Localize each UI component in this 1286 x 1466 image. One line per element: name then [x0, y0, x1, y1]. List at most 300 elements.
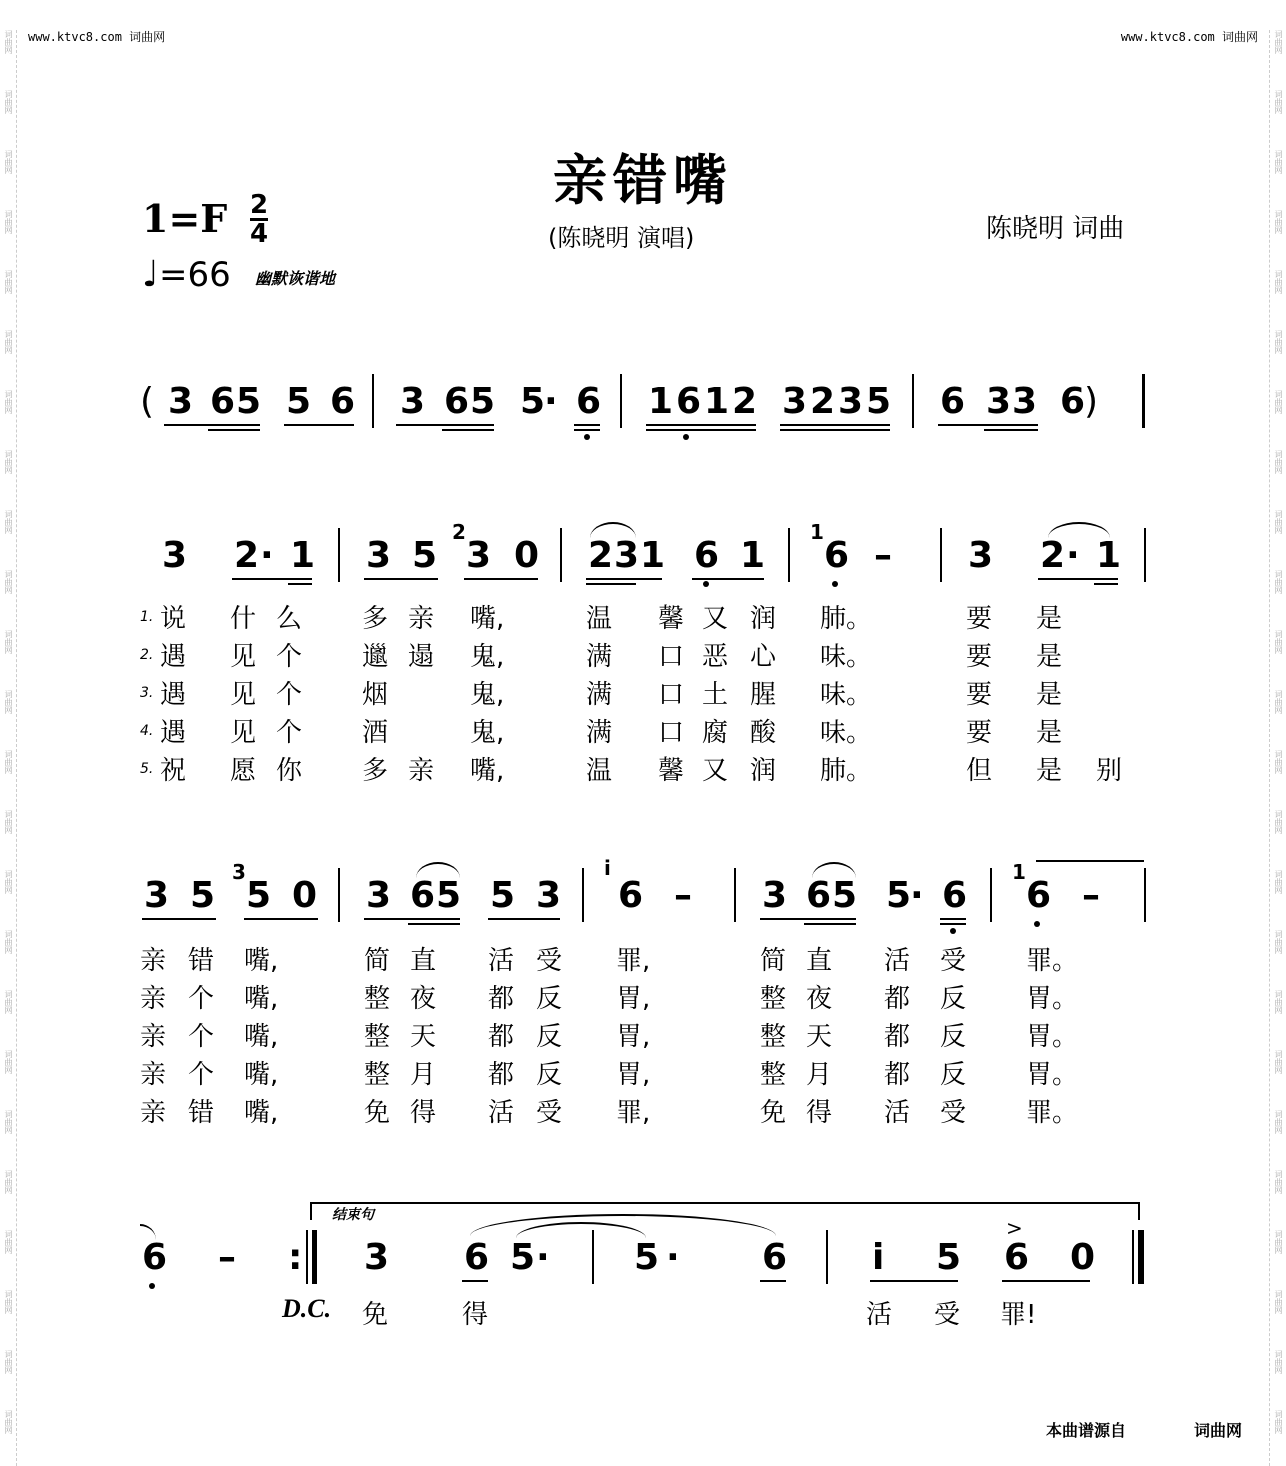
lyric-char: 嘴,	[244, 1022, 279, 1052]
barline	[582, 868, 584, 922]
note: 5	[412, 535, 438, 576]
barline	[560, 528, 562, 582]
note: 3	[466, 535, 492, 576]
note: 1	[740, 535, 766, 576]
grace-note: 3	[232, 860, 246, 884]
lyric-char: 都	[488, 1060, 515, 1090]
lyric-char: 罪,	[616, 946, 651, 976]
lyric-char: 嘴,	[244, 1060, 279, 1090]
tie-line	[1036, 860, 1144, 862]
side-watermark-text: 词曲网	[1274, 1350, 1283, 1374]
side-watermark-text: 词曲网	[1274, 510, 1283, 534]
lyric-char: 个	[188, 1060, 215, 1090]
note: 5	[832, 875, 858, 916]
grace-note: 1	[1012, 860, 1026, 884]
side-watermark-text: 词曲网	[4, 750, 13, 774]
side-watermark-text: 词曲网	[1274, 570, 1283, 594]
ending-label: 结束句	[332, 1207, 374, 1223]
lyric-char: 活	[488, 946, 515, 976]
lyric-char: 得	[806, 1098, 833, 1128]
note: 3	[1012, 381, 1038, 422]
note: 6	[410, 875, 436, 916]
side-watermark-text: 词曲网	[4, 210, 13, 234]
note: 6	[694, 535, 720, 576]
lyric-char: 都	[884, 1022, 911, 1052]
lyric-char: 天	[806, 1022, 833, 1052]
side-watermark-text: 词曲网	[1274, 1050, 1283, 1074]
lyric-char: 反	[536, 1060, 563, 1090]
lyric-char: 天	[410, 1022, 437, 1052]
lyric-char: 月	[410, 1060, 437, 1090]
lyric-char: 么	[276, 604, 303, 634]
note: 1	[1096, 535, 1122, 576]
lyric-char: 胃。	[1026, 1022, 1079, 1052]
lyric-char: 要	[966, 642, 993, 672]
side-watermark-text: 词曲网	[4, 570, 13, 594]
side-watermark-text: 词曲网	[1274, 1410, 1283, 1434]
lyric-char: 反	[940, 984, 967, 1014]
lyric-char: 整	[760, 1060, 787, 1090]
lyric-char: 但	[966, 756, 993, 786]
note-hold: –	[1082, 875, 1100, 916]
lyric-char: 什	[230, 604, 257, 634]
note: 6	[1004, 1237, 1030, 1278]
lyric-char: 酸	[750, 718, 777, 748]
line2-lyrics	[140, 940, 1150, 1130]
side-watermark-text: 词曲网	[1274, 390, 1283, 414]
lyric-char: 免	[760, 1098, 787, 1128]
lyric-char: 亲	[140, 1060, 167, 1090]
note: 0	[292, 875, 318, 916]
lyric-char: 鬼,	[470, 642, 505, 672]
lyric-char: 温	[586, 604, 613, 634]
lyric-char: 直	[410, 946, 437, 976]
quarter-note-icon: ♩	[142, 254, 159, 295]
lyric-char: 直	[806, 946, 833, 976]
lyric-char: 简	[760, 946, 787, 976]
note: 6	[464, 1237, 490, 1278]
lyric-char: 亲	[408, 756, 435, 786]
note-dot: ·	[260, 535, 274, 576]
lyric-char: 是	[1036, 718, 1063, 748]
lyric-char: 嘴,	[244, 1098, 279, 1128]
side-watermark-text: 词曲网	[4, 1230, 13, 1254]
side-watermark-text: 词曲网	[4, 1350, 13, 1374]
lyric-char: 鬼,	[470, 680, 505, 710]
side-watermark-text: 词曲网	[4, 390, 13, 414]
lyric-char: 又	[702, 604, 729, 634]
note: 2	[732, 381, 758, 422]
side-watermark-text: 词曲网	[1274, 870, 1283, 894]
lyric-char: 润	[750, 756, 777, 786]
barline	[912, 374, 914, 428]
verse-4: 4. 遇 见 个 酒 鬼, 满 口 腐 酸 味。 要 是	[140, 712, 153, 742]
note: 5	[866, 381, 892, 422]
barline	[788, 528, 790, 582]
note: 6	[940, 381, 966, 422]
lyric-char: 见	[230, 642, 257, 672]
note-dot: ·	[544, 381, 558, 422]
lyric-char: 口	[658, 680, 685, 710]
lyric-char: 罪,	[616, 1098, 651, 1128]
note-dot: ·	[910, 875, 924, 916]
time-signature	[250, 192, 268, 247]
lyric-char: 是	[1036, 642, 1063, 672]
note: 5	[520, 381, 546, 422]
lyric-char: 要	[966, 680, 993, 710]
lyric-char: 口	[658, 718, 685, 748]
paren-open: (	[140, 381, 155, 422]
lyric-char: 胃。	[1026, 984, 1079, 1014]
side-watermark-left	[0, 30, 17, 1466]
barline	[620, 374, 622, 428]
note: 3	[614, 535, 640, 576]
note: 2	[1040, 535, 1066, 576]
lyric-char: 亲	[140, 1098, 167, 1128]
barline	[1132, 1230, 1134, 1284]
lyric-char: 是	[1036, 756, 1063, 786]
paren-close: )	[1084, 381, 1099, 422]
side-watermark-text: 词曲网	[1274, 810, 1283, 834]
note: 6	[676, 381, 702, 422]
note: i	[872, 1237, 885, 1278]
note: 3	[782, 381, 808, 422]
tempo-value: =66	[158, 255, 231, 295]
side-watermark-text: 词曲网	[4, 870, 13, 894]
side-watermark-text: 词曲网	[4, 30, 13, 54]
note: 6	[210, 381, 236, 422]
note: 5	[190, 875, 216, 916]
lyric-char: 得	[410, 1098, 437, 1128]
lyric-char: 是	[1036, 680, 1063, 710]
verse-2: 2. 遇 见 个 邋 遢 鬼, 满 口 恶 心 味。 要 是	[140, 636, 153, 666]
lyric-char: 味。	[820, 718, 873, 748]
lyric-char: 口	[658, 642, 685, 672]
lyric-char: 嘴,	[244, 946, 279, 976]
lyric-char: 见	[230, 718, 257, 748]
accent-mark: >	[1006, 1216, 1023, 1240]
lyric-char: 要	[966, 718, 993, 748]
side-watermark-text: 词曲网	[4, 330, 13, 354]
lyric-char: 个	[276, 680, 303, 710]
lyric-char: 亲	[408, 604, 435, 634]
key-signature: 1=F	[142, 196, 228, 241]
grace-note: 1	[810, 520, 824, 544]
barline	[826, 1230, 828, 1284]
lyric-char: 遇	[160, 718, 187, 748]
lyric-char: 馨	[658, 604, 685, 634]
lyric-char: 馨	[658, 756, 685, 786]
lyric-char: 酒	[362, 718, 389, 748]
side-watermark-text: 词曲网	[4, 270, 13, 294]
side-watermark-text: 词曲网	[4, 1110, 13, 1134]
lyric-char: 简	[364, 946, 391, 976]
verse-3: 3. 遇 见 个 烟 鬼, 满 口 土 腥 味。 要 是	[140, 674, 153, 704]
note: 6	[942, 875, 968, 916]
lyric-char: 受	[940, 1098, 967, 1128]
side-watermark-text: 词曲网	[1274, 210, 1283, 234]
lyric-char: 胃,	[616, 1022, 651, 1052]
lyric-char: 说	[160, 604, 187, 634]
note: 2	[234, 535, 260, 576]
side-watermark-text: 词曲网	[4, 930, 13, 954]
lyric-char: 你	[276, 756, 303, 786]
lyric-char: 又	[702, 756, 729, 786]
lyric-char: 都	[488, 1022, 515, 1052]
lyric-char: 活	[884, 946, 911, 976]
lyric-char: 免	[364, 1098, 391, 1128]
lyric-char: 罪!	[1000, 1300, 1037, 1330]
lyric-char: 胃,	[616, 1060, 651, 1090]
dc-marking: D.C.	[282, 1294, 332, 1323]
time-sig-bottom: 4	[250, 219, 269, 249]
lyric-char: 反	[940, 1022, 967, 1052]
note: 6	[762, 1237, 788, 1278]
note: 3	[364, 1237, 390, 1278]
note: 5	[634, 1237, 660, 1278]
barline	[338, 528, 340, 582]
side-watermark-text: 词曲网	[4, 450, 13, 474]
lyric-char: 味。	[820, 642, 873, 672]
lyric-char: 满	[586, 680, 613, 710]
lyric-char: 烟	[362, 680, 389, 710]
lyric-char: 罪。	[1026, 946, 1079, 976]
lyric-char: 温	[586, 756, 613, 786]
barline	[306, 1230, 308, 1284]
lyric-char: 受	[536, 1098, 563, 1128]
side-watermark-text: 词曲网	[1274, 1290, 1283, 1314]
side-watermark-text: 词曲网	[1274, 1170, 1283, 1194]
lyric-char: 多	[362, 604, 389, 634]
lyric-char: 整	[364, 984, 391, 1014]
note-dot: ·	[666, 1237, 680, 1278]
lyric-char: 得	[462, 1300, 489, 1330]
verse-1: 1. 说 什 么 多 亲 嘴, 温 馨 又 润 肺。 要 是	[140, 598, 153, 628]
lyric-char: 都	[884, 1060, 911, 1090]
watermark-left: www.ktvc8.com 词曲网	[28, 30, 166, 44]
note: 6	[330, 381, 356, 422]
lyric-char: 别	[1096, 756, 1123, 786]
note: 3	[162, 535, 188, 576]
footer-site: 词曲网	[1194, 1421, 1243, 1440]
side-watermark-text: 词曲网	[4, 1170, 13, 1194]
lyric-char: 多	[362, 756, 389, 786]
side-watermark-text: 词曲网	[1274, 750, 1283, 774]
time-sig-top: 2	[250, 190, 269, 220]
lyric-char: 活	[488, 1098, 515, 1128]
barline	[592, 1230, 594, 1284]
note: 5	[886, 875, 912, 916]
lyric-char: 亲	[140, 946, 167, 976]
side-watermark-text: 词曲网	[4, 1050, 13, 1074]
intro-row	[140, 382, 1150, 452]
note: 5	[286, 381, 312, 422]
note-dot: ·	[536, 1237, 550, 1278]
note: 1	[290, 535, 316, 576]
lyric-char: 免	[362, 1300, 389, 1330]
lyric-char: 都	[488, 984, 515, 1014]
note: 6	[576, 381, 602, 422]
lyric-char: 个	[188, 984, 215, 1014]
lyric-char: 夜	[410, 984, 437, 1014]
side-watermark-text: 词曲网	[4, 90, 13, 114]
song-title: 亲错嘴	[553, 148, 733, 212]
note: 1	[648, 381, 674, 422]
note: 2	[810, 381, 836, 422]
lyric-char: 要	[966, 604, 993, 634]
ending-lyrics	[0, 1294, 1286, 1330]
lyric-char: 整	[760, 1022, 787, 1052]
lyric-char: 胃。	[1026, 1060, 1079, 1090]
side-watermark-text: 词曲网	[1274, 1230, 1283, 1254]
note: 6	[618, 875, 644, 916]
verse-5: 5. 祝 愿 你 多 亲 嘴, 温 馨 又 润 肺。 但 是 别	[140, 750, 153, 780]
note: 6	[806, 875, 832, 916]
note: 3	[536, 875, 562, 916]
barline	[372, 374, 374, 428]
lyric-char: 润	[750, 604, 777, 634]
watermark-right: www.ktvc8.com 词曲网	[1120, 30, 1258, 44]
footer-source: 本曲谱源自	[1046, 1421, 1127, 1440]
side-watermark-text: 词曲网	[4, 990, 13, 1014]
lyric-char: 祝	[160, 756, 187, 786]
side-watermark-text: 词曲网	[4, 630, 13, 654]
lyric-char: 满	[586, 718, 613, 748]
note: 3	[168, 381, 194, 422]
lyric-char: 肺。	[820, 756, 873, 786]
note: 5	[510, 1237, 536, 1278]
lyric-char: 个	[276, 642, 303, 672]
lyric-char: 是	[1036, 604, 1063, 634]
side-watermark-text: 词曲网	[1274, 150, 1283, 174]
note: 3	[366, 875, 392, 916]
side-watermark-text: 词曲网	[1274, 690, 1283, 714]
lyric-char: 腐	[702, 718, 729, 748]
note-hold: –	[874, 535, 892, 576]
lyric-char: 邋	[362, 642, 389, 672]
side-watermark-text: 词曲网	[1274, 30, 1283, 54]
lyric-char: 受	[934, 1300, 961, 1330]
lyric-char: 鬼,	[470, 718, 505, 748]
lyric-char: 整	[364, 1060, 391, 1090]
note: 5	[470, 381, 496, 422]
note: 5	[436, 875, 462, 916]
repeat-dots: :	[288, 1237, 303, 1278]
note: 1	[640, 535, 666, 576]
note-hold: –	[674, 875, 692, 916]
note: 0	[514, 535, 540, 576]
note: 6	[824, 535, 850, 576]
side-watermark-text: 词曲网	[4, 510, 13, 534]
lyric-char: 胃,	[616, 984, 651, 1014]
barline	[1144, 868, 1146, 922]
side-watermark-text: 词曲网	[1274, 450, 1283, 474]
note: 5	[490, 875, 516, 916]
repeat-barline	[312, 1230, 317, 1284]
barline	[940, 528, 942, 582]
lyric-char: 愿	[230, 756, 257, 786]
singer-credit: (陈晓明 演唱)	[548, 224, 695, 252]
grace-note: 2	[452, 520, 466, 544]
lyric-char: 肺。	[820, 604, 873, 634]
side-watermark-text: 词曲网	[4, 1290, 13, 1314]
lyric-char: 错	[188, 1098, 215, 1128]
lyric-char: 嘴,	[470, 756, 505, 786]
line2-notation	[140, 856, 1150, 946]
lyric-char: 整	[760, 984, 787, 1014]
note: 5	[236, 381, 262, 422]
lyric-char: 腥	[750, 680, 777, 710]
note: 6	[142, 1237, 168, 1278]
lyric-char: 反	[536, 984, 563, 1014]
side-watermark-text: 词曲网	[1274, 270, 1283, 294]
side-watermark-text: 词曲网	[4, 690, 13, 714]
barline	[1142, 374, 1145, 428]
lyric-char: 都	[884, 984, 911, 1014]
lyric-char: 味。	[820, 680, 873, 710]
note: 6	[1026, 875, 1052, 916]
lyric-char: 活	[884, 1098, 911, 1128]
note: 3	[838, 381, 864, 422]
side-watermark-text: 词曲网	[4, 150, 13, 174]
barline	[734, 868, 736, 922]
lyric-char: 受	[536, 946, 563, 976]
lyric-char: 受	[940, 946, 967, 976]
note: 1	[704, 381, 730, 422]
note: 3	[400, 381, 426, 422]
lyric-char: 心	[750, 642, 777, 672]
side-watermark-text: 词曲网	[1274, 630, 1283, 654]
lyric-char: 亲	[140, 984, 167, 1014]
note: 6	[1060, 381, 1086, 422]
lyric-char: 反	[536, 1022, 563, 1052]
barline	[990, 868, 992, 922]
note: 3	[366, 535, 392, 576]
side-watermark-right	[1269, 30, 1286, 1466]
note: 5	[246, 875, 272, 916]
note-hold: –	[218, 1237, 236, 1278]
note: 3	[144, 875, 170, 916]
lyric-char: 满	[586, 642, 613, 672]
side-watermark-text: 词曲网	[1274, 990, 1283, 1014]
lyric-char: 遢	[408, 642, 435, 672]
note: 5	[936, 1237, 962, 1278]
grace-note: i	[604, 856, 611, 880]
lyric-char: 个	[188, 1022, 215, 1052]
note: 3	[762, 875, 788, 916]
lyric-char: 亲	[140, 1022, 167, 1052]
lyric-char: 土	[702, 680, 729, 710]
lyric-char: 罪。	[1026, 1098, 1079, 1128]
lyric-char: 活	[866, 1300, 893, 1330]
side-watermark-text: 词曲网	[1274, 930, 1283, 954]
lyric-char: 夜	[806, 984, 833, 1014]
side-watermark-text: 词曲网	[4, 1410, 13, 1434]
line1-lyrics	[140, 598, 1150, 788]
lyric-char: 月	[806, 1060, 833, 1090]
lyric-char: 反	[940, 1060, 967, 1090]
barline	[1144, 528, 1146, 582]
side-watermark-text: 词曲网	[1274, 1110, 1283, 1134]
lyric-char: 嘴,	[244, 984, 279, 1014]
mood-marking: 幽默诙谐地	[255, 269, 336, 288]
lyric-char: 嘴,	[470, 604, 505, 634]
side-watermark-text: 词曲网	[4, 810, 13, 834]
lyric-char: 遇	[160, 680, 187, 710]
lyric-char: 遇	[160, 642, 187, 672]
side-watermark-text: 词曲网	[1274, 330, 1283, 354]
lyric-char: 恶	[702, 642, 729, 672]
